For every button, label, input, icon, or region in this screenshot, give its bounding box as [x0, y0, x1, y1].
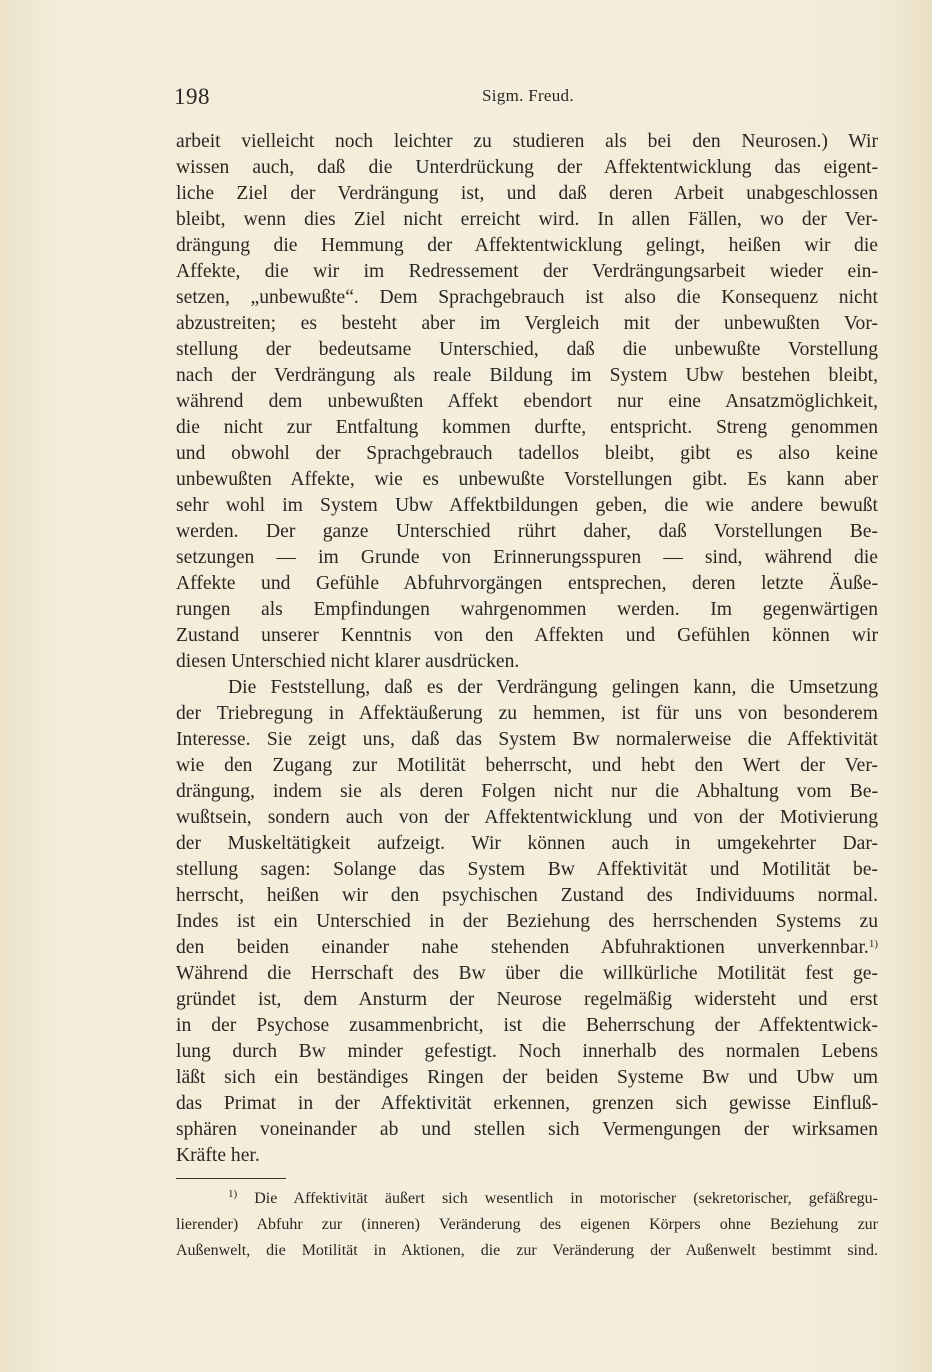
text-line: Affekte und Gefühle Abfuhrvorgängen entsprechen, deren letzte Äuße-: [176, 573, 878, 594]
text-line: gründet ist, dem Ansturm der Neurose regelmäßig widersteht und erst: [176, 989, 878, 1010]
running-head: Sigm. Freud.: [482, 86, 574, 105]
text-line: in der Psychose zusammenbricht, ist die Beherrschung der Affektentwick-: [176, 1015, 878, 1036]
footnote-line: lierender) Abfuhr zur (inneren) Veränderung des eigenen Körpers ohne Beziehung zur: [176, 1216, 878, 1233]
text-line: rungen als Empfindungen wahrgenommen werden. Im gegenwärtigen: [176, 599, 878, 620]
text-line: und obwohl der Sprachgebrauch tadellos bleibt, gibt es also keine: [176, 443, 878, 464]
text-line: setzen, „unbewußte“. Dem Sprachgebrauch ist also die Konsequenz nicht: [176, 287, 878, 308]
page-number: 198: [174, 84, 210, 109]
text-line: drängung die Hemmung der Affektentwicklung gelingt, heißen wir die: [176, 235, 878, 256]
text-line: werden. Der ganze Unterschied rührt daher, daß Vorstellungen Be-: [176, 521, 878, 542]
footnote-reference: 1): [868, 938, 878, 950]
text-line: Die Feststellung, daß es der Verdrängung gelingen kann, die Umsetzung: [228, 677, 878, 698]
text-line: die nicht zur Entfaltung kommen durfte, entspricht. Streng genommen: [176, 417, 878, 438]
text-line: liche Ziel der Verdrängung ist, und daß deren Arbeit unabgeschlossen: [176, 183, 878, 204]
text-line: Während die Herrschaft des Bw über die willkürliche Motilität fest ge-: [176, 963, 878, 984]
footnote-line: [176, 1186, 878, 1212]
text-line: sphären voneinander ab und stellen sich Vermengungen der wirksamen: [176, 1119, 878, 1140]
text-line: diesen Unterschied nicht klarer ausdrücken.: [176, 651, 520, 672]
text-line: nach der Verdrängung als reale Bildung im System Ubw bestehen bleibt,: [176, 365, 878, 386]
text-line: das Primat in der Affektivität erkennen, grenzen sich gewisse Einfluß-: [176, 1093, 878, 1114]
text-line: Zustand unserer Kenntnis von den Affekten und Gefühlen können wir: [176, 625, 878, 646]
text-line: wissen auch, daß die Unterdrückung der Affektentwicklung das eigent-: [176, 157, 878, 178]
text-line: lung durch Bw minder gefestigt. Noch innerhalb des normalen Lebens: [176, 1041, 878, 1062]
text-segment: den beiden einander nahe stehenden Abfuhraktionen unverkennbar.: [176, 937, 869, 958]
text-line: Kräfte her.: [176, 1145, 260, 1166]
text-line: sehr wohl im System Ubw Affektbildungen geben, die wie andere bewußt: [176, 495, 878, 516]
text-line: herrscht, heißen wir den psychischen Zustand des Individuums normal.: [176, 885, 878, 906]
footnote-line: Außenwelt, die Motilität in Aktionen, die zur Veränderung der Außenwelt bestimmt sind.: [176, 1242, 878, 1259]
text-line: abzustreiten; es besteht aber im Vergleich mit der unbewußten Vor-: [176, 313, 878, 334]
footnote-divider: [176, 1178, 286, 1179]
text-line: setzungen — im Grunde von Erinnerungsspuren — sind, während die: [176, 547, 878, 568]
text-line: der Muskeltätigkeit aufzeigt. Wir können auch in umgekehrter Dar-: [176, 833, 878, 854]
text-line: arbeit vielleicht noch leichter zu studieren als bei den Neurosen.) Wir: [176, 131, 878, 152]
footnote-marker: 1): [228, 1188, 238, 1200]
text-line: läßt sich ein beständiges Ringen der beiden Systeme Bw und Ubw um: [176, 1067, 878, 1088]
text-line: bleibt, wenn dies Ziel nicht erreicht wird. In allen Fällen, wo der Ver-: [176, 209, 878, 230]
text-line: drängung, indem sie als deren Folgen nicht nur die Abhaltung vom Be-: [176, 781, 878, 802]
text-line: der Triebregung in Affektäußerung zu hemmen, ist für uns von besonderem: [176, 703, 878, 724]
footnote-text: Die Affektivität äußert sich wesentlich in motorischer (sekretorischer, gefäßregu-: [254, 1190, 878, 1207]
text-line: Indes ist ein Unterschied in der Beziehung des herrschenden Systems zu: [176, 911, 878, 932]
main-text: [176, 129, 878, 1169]
text-line: Affekte, die wir im Redressement der Verdrängungsarbeit wieder ein-: [176, 261, 878, 282]
text-line: stellung sagen: Solange das System Bw Affektivität und Motilität be-: [176, 859, 878, 880]
text-line: unbewußten Affekte, wie es unbewußte Vorstellungen gibt. Es kann aber: [176, 469, 878, 490]
text-line-with-footnote-ref: [176, 935, 878, 961]
text-line: wußtsein, sondern auch von der Affektentwicklung und von der Motivierung: [176, 807, 878, 828]
text-line: stellung der bedeutsame Unterschied, daß die unbewußte Vorstellung: [176, 339, 878, 360]
page-header: [174, 84, 880, 114]
text-line: während dem unbewußten Affekt ebendort nur eine Ansatzmöglichkeit,: [176, 391, 878, 412]
footnote: [176, 1186, 878, 1264]
text-line: wie den Zugang zur Motilität beherrscht, und hebt den Wert der Ver-: [176, 755, 878, 776]
text-line: Interesse. Sie zeigt uns, daß das System Bw normalerweise die Affektivität: [176, 729, 878, 750]
